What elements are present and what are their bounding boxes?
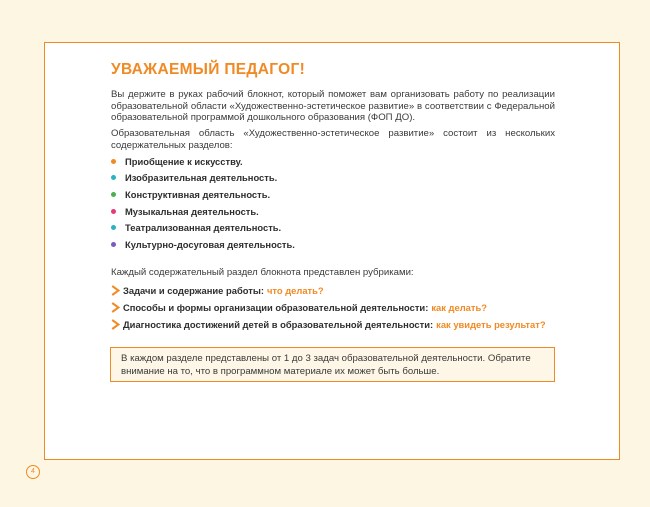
rubric-label: Способы и формы организации образовательной деятельности: [123, 302, 429, 313]
intro-paragraph: Вы держите в руках рабочий блокнот, который поможет вам организовать работу по реализации образовательной области «Художественно-эстетическое развитие» в соответствии с Федеральной образовательной программой дошкольного образования (ФОП ДО). [111, 89, 555, 124]
section-item [111, 170, 295, 187]
rubrics-list [111, 282, 546, 333]
section-label: Конструктивная деятельность. [125, 188, 271, 200]
rubric-question: как делать? [431, 302, 487, 313]
bullet-icon [111, 209, 116, 214]
section-item [111, 153, 295, 170]
section-label: Культурно-досуговая деятельность. [125, 238, 295, 250]
rubric-item [111, 316, 546, 333]
content-frame [44, 42, 620, 460]
page-title: УВАЖАЕМЫЙ ПЕДАГОГ! [111, 61, 306, 78]
section-item [111, 219, 295, 236]
arrow-right-icon [111, 285, 120, 296]
section-label: Приобщение к искусству. [125, 155, 243, 167]
section-label: Музыкальная деятельность. [125, 205, 259, 217]
section-item [111, 203, 295, 220]
section-item [111, 236, 295, 253]
rubrics-intro-paragraph: Каждый содержательный раздел блокнота представлен рубриками: [111, 267, 414, 278]
section-label: Театрализованная деятельность. [125, 222, 282, 234]
sections-intro-paragraph: Образовательная область «Художественно-эстетическое развитие» состоит из нескольких содержательных разделов: [111, 128, 555, 151]
bullet-icon [111, 242, 116, 247]
rubric-question: как увидеть результат? [436, 319, 546, 330]
note-box: В каждом разделе представлены от 1 до 3 задач образовательной деятельности. Обратите внимание на то, что в программном материале их может быть больше. [110, 347, 555, 382]
rubric-item [111, 282, 546, 299]
rubric-label: Задачи и содержание работы: [123, 285, 264, 296]
bullet-icon [111, 175, 116, 180]
page-number: 4 [26, 465, 40, 479]
arrow-right-icon [111, 302, 120, 313]
bullet-icon [111, 159, 116, 164]
section-item [111, 186, 295, 203]
section-label: Изобразительная деятельность. [125, 172, 278, 184]
bullet-icon [111, 225, 116, 230]
rubric-item [111, 299, 546, 316]
rubric-label: Диагностика достижений детей в образовательной деятельности: [123, 319, 434, 330]
bullet-icon [111, 192, 116, 197]
arrow-right-icon [111, 319, 120, 330]
sections-list [111, 153, 295, 253]
rubric-question: что делать? [266, 285, 324, 296]
